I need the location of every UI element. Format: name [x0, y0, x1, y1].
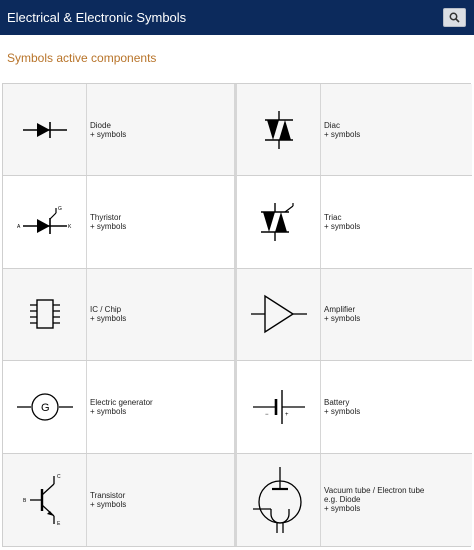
item-sublabel: + symbols — [90, 499, 127, 509]
battery-minus-label: − — [264, 411, 269, 418]
item-label-secondary: e.g. Diode — [324, 495, 361, 505]
symbol-card-thyristor[interactable] — [3, 176, 237, 268]
item-label: Vacuum tube / Electron tube — [324, 486, 425, 496]
item-label: Triac — [324, 213, 342, 223]
cathode-label: K — [67, 224, 71, 231]
search-button[interactable] — [443, 8, 466, 27]
symbol-card-transistor[interactable] — [3, 454, 237, 546]
generator-letter: G — [40, 401, 50, 414]
item-sublabel: + symbols — [90, 406, 127, 416]
symbol-card-triac[interactable] — [237, 176, 472, 268]
thyristor-symbol-icon — [15, 202, 75, 242]
ic-chip-symbol-icon — [25, 294, 65, 334]
symbol-card-vacuum-tube[interactable] — [237, 454, 472, 546]
diode-symbol-icon — [20, 118, 70, 142]
item-sublabel: + symbols — [90, 222, 127, 232]
item-sublabel: + symbols — [324, 406, 361, 416]
gate-label: G — [57, 206, 62, 213]
collector-label: C — [56, 473, 61, 480]
diac-symbol-icon — [261, 110, 297, 150]
triac-symbol-icon — [257, 202, 301, 242]
item-label: Thyristor — [90, 213, 122, 223]
symbol-image-cell — [237, 361, 321, 452]
symbol-image-cell — [3, 454, 87, 546]
battery-plus-label: + — [284, 411, 289, 418]
item-label: Battery — [324, 397, 350, 407]
item-label: Electric generator — [90, 397, 153, 407]
symbol-image-cell — [3, 176, 87, 267]
symbol-card-amplifier[interactable] — [237, 269, 472, 361]
item-sublabel: + symbols — [324, 314, 361, 324]
symbols-grid — [2, 83, 471, 547]
symbol-card-battery[interactable] — [237, 361, 472, 453]
symbol-image-cell — [237, 176, 321, 267]
top-bar — [0, 0, 474, 35]
item-sublabel: + symbols — [90, 314, 127, 324]
page-title: Electrical & Electronic Symbols — [7, 10, 187, 25]
item-label: Transistor — [90, 490, 126, 500]
anode-label: A — [16, 224, 20, 231]
emitter-label: E — [56, 520, 60, 527]
symbol-card-diac[interactable] — [237, 84, 472, 176]
item-sublabel: + symbols — [324, 504, 361, 514]
item-sublabel: + symbols — [324, 222, 361, 232]
item-label: Diode — [90, 120, 111, 130]
search-icon — [449, 12, 460, 23]
amplifier-symbol-icon — [247, 292, 311, 336]
vacuum-tube-symbol-icon — [249, 465, 309, 535]
generator-symbol-icon — [13, 389, 77, 425]
symbol-card-diode[interactable] — [3, 84, 237, 176]
item-label: Amplifier — [324, 305, 356, 315]
symbol-image-cell — [237, 269, 321, 360]
battery-symbol-icon — [249, 387, 309, 427]
base-label: B — [22, 497, 26, 504]
item-label: Diac — [324, 120, 341, 130]
symbol-image-cell — [237, 84, 321, 175]
item-label: IC / Chip — [90, 305, 122, 315]
symbol-image-cell — [237, 454, 321, 546]
transistor-symbol-icon — [20, 470, 70, 530]
item-sublabel: + symbols — [90, 129, 127, 139]
symbol-card-electric-generator[interactable] — [3, 361, 237, 453]
symbol-image-cell — [3, 84, 87, 175]
symbol-image-cell — [3, 269, 87, 360]
symbol-card-ic-chip[interactable] — [3, 269, 237, 361]
item-sublabel: + symbols — [324, 129, 361, 139]
section-title: Symbols active components — [7, 51, 157, 65]
symbol-image-cell — [3, 361, 87, 452]
